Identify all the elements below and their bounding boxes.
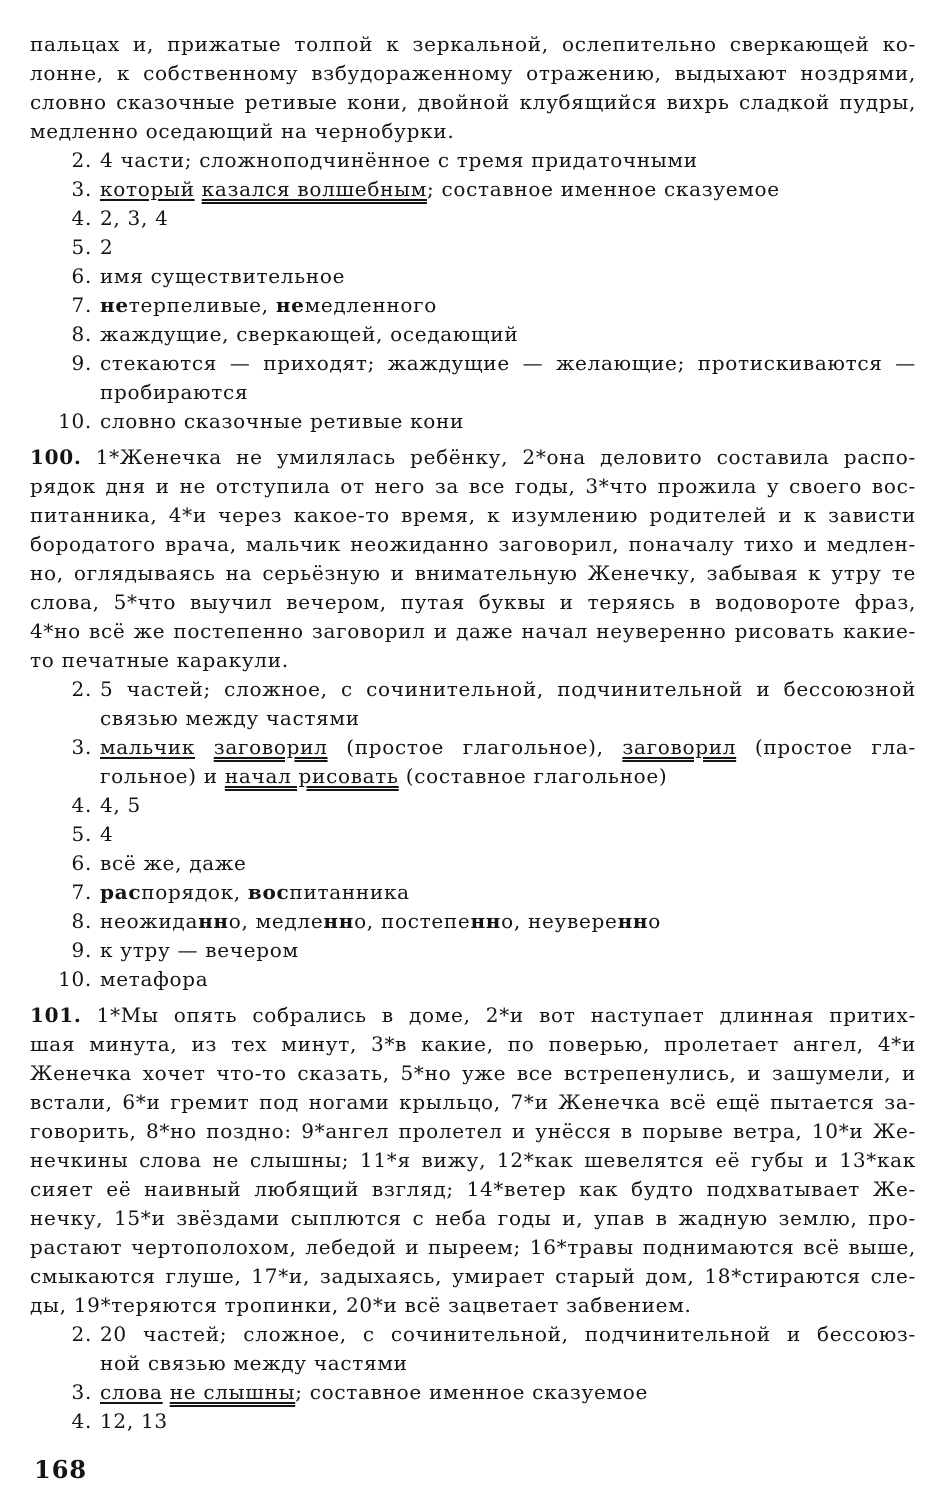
answer-item: 3. который казался волшебным; составное именное сказуемое [71,177,780,201]
text-line: шая минута, из тех минут, 3*в какие, по поверью, пролетает ангел, 4*и [30,1032,916,1056]
answer-item: 4. 2, 3, 4 [71,206,169,230]
text-line: но, оглядываясь на серьёзную и внимательную Женечку, забывая к утру те [30,561,916,585]
text-line: нечкины слова не слышны; 11*я вижу, 12*как шевелятся её губы и 13*как [30,1148,916,1172]
answer-item: 2. 5 частей; сложное, с сочинительной, подчинительной и бессоюзной связью между частями [71,677,916,730]
text-line: нечку, 15*и звёздами сыплются с неба годы и, упав в жадную землю, про- [30,1206,916,1230]
task-101 [30,1001,916,1436]
answer-item: 5. 4 [71,822,114,846]
answer-item: 8. неожиданно, медленно, постепенно, неуверенно [71,909,662,933]
predicate: не слышны [169,1380,296,1404]
text-line: пальцах и, прижатые толпой к зеркальной, ослепительно сверкающей ко- [30,32,916,56]
text-line: медленно оседающий на чернобурки. [30,119,455,143]
text-line: встали, 6*и гремит под ногами крыльцо, 7*и Женечка всё ещё пытается за- [30,1090,916,1114]
predicate: заговорил [213,735,328,759]
text-line: рядок дня и не отступила от него за все годы, 3*что прожила у своего вос- [30,474,916,498]
answer-item: 4. 12, 13 [71,1409,168,1433]
answer-item: 9. стекаются — приходят; жаждущие — желающие; протискиваются — пробираются [71,351,916,404]
predicate: казался волшебным [201,177,427,201]
subject: мальчик [100,735,196,759]
text-line: лонне, к собственному взбудораженному отражению, выдыхают ноздрями, [30,61,916,85]
answer-item: 4. 4, 5 [71,793,141,817]
answer-item: 9. к утру — вечером [71,938,299,962]
subject: слова [100,1380,163,1404]
answer-item: 10. словно сказочные ретивые кони [58,409,465,433]
answer-item: 5. 2 [71,235,114,259]
text-line: растают чертополохом, лебедой и пыреем; 16*травы поднимаются всё выше, [30,1235,916,1259]
answer-item: 2. 20 частей; сложное, с сочинительной, подчинительной и бессоюз- ной связью между частями [71,1322,916,1375]
text-line: Женечка хочет что-то сказать, 5*но уже все встрепенулись, и зашумели, и [30,1061,916,1085]
intro-text [30,30,916,146]
answer-item: 3. мальчик заговорил (простое глагольное), заговорил (простое гла- гольное) и начал рисовать (составное глагольное) [71,735,916,788]
page-number: 168 [34,1455,88,1484]
text-line: питанника, 4*и через какое-то время, к изумлению родителей и к зависти [30,503,916,527]
text-line: словно сказочные ретивые кони, двойной клубящийся вихрь сладкой пудры, [30,90,916,114]
answer-item: 10. метафора [58,967,209,991]
text-line: то печатные каракули. [30,648,289,672]
task-number: 101. [30,1003,82,1027]
page-body [30,30,916,1436]
answer-item: 7. распорядок, воспитанника [71,880,410,904]
subject: который [100,177,195,201]
text-line: 100. 1*Женечка не умилялась ребёнку, 2*она деловито составила распо- [30,445,916,469]
intro-answers [30,146,916,436]
answer-item: 6. имя существительное [71,264,346,288]
text-line: сияет её наивный любящий взгляд; 14*ветер как будто подхватывает Же- [30,1177,916,1201]
answer-item: 8. жаждущие, сверкающей, оседающий [71,322,519,346]
answer-item: 7. нетерпеливые, немедленного [71,293,438,317]
text-line: ды, 19*теряются тропинки, 20*и всё зацветает забвением. [30,1293,692,1317]
text-line: 101. 1*Мы опять собрались в доме, 2*и вот наступает длинная притих- [30,1003,916,1027]
answer-item: 6. всё же, даже [71,851,247,875]
text-line: говорить, 8*но поздно: 9*ангел пролетел и унёсся в порыве ветра, 10*и Же- [30,1119,916,1143]
task-100 [30,443,916,994]
predicate: начал рисовать [224,764,399,788]
answer-item: 3. слова не слышны; составное именное сказуемое [71,1380,649,1404]
predicate: заговорил [622,735,737,759]
task-number: 100. [30,445,82,469]
answer-item: 2. 4 части; сложноподчинённое с тремя придаточными [71,148,698,172]
text-line: 4*но всё же постепенно заговорил и даже начал неуверенно рисовать какие- [30,619,916,643]
text-line: смыкаются глуше, 17*и, задыхаясь, умирает старый дом, 18*стираются сле- [30,1264,916,1288]
text-line: слова, 5*что выучил вечером, путая буквы и теряясь в водовороте фраз, [30,590,916,614]
text-line: бородатого врача, мальчик неожиданно заговорил, поначалу тихо и медлен- [30,532,916,556]
